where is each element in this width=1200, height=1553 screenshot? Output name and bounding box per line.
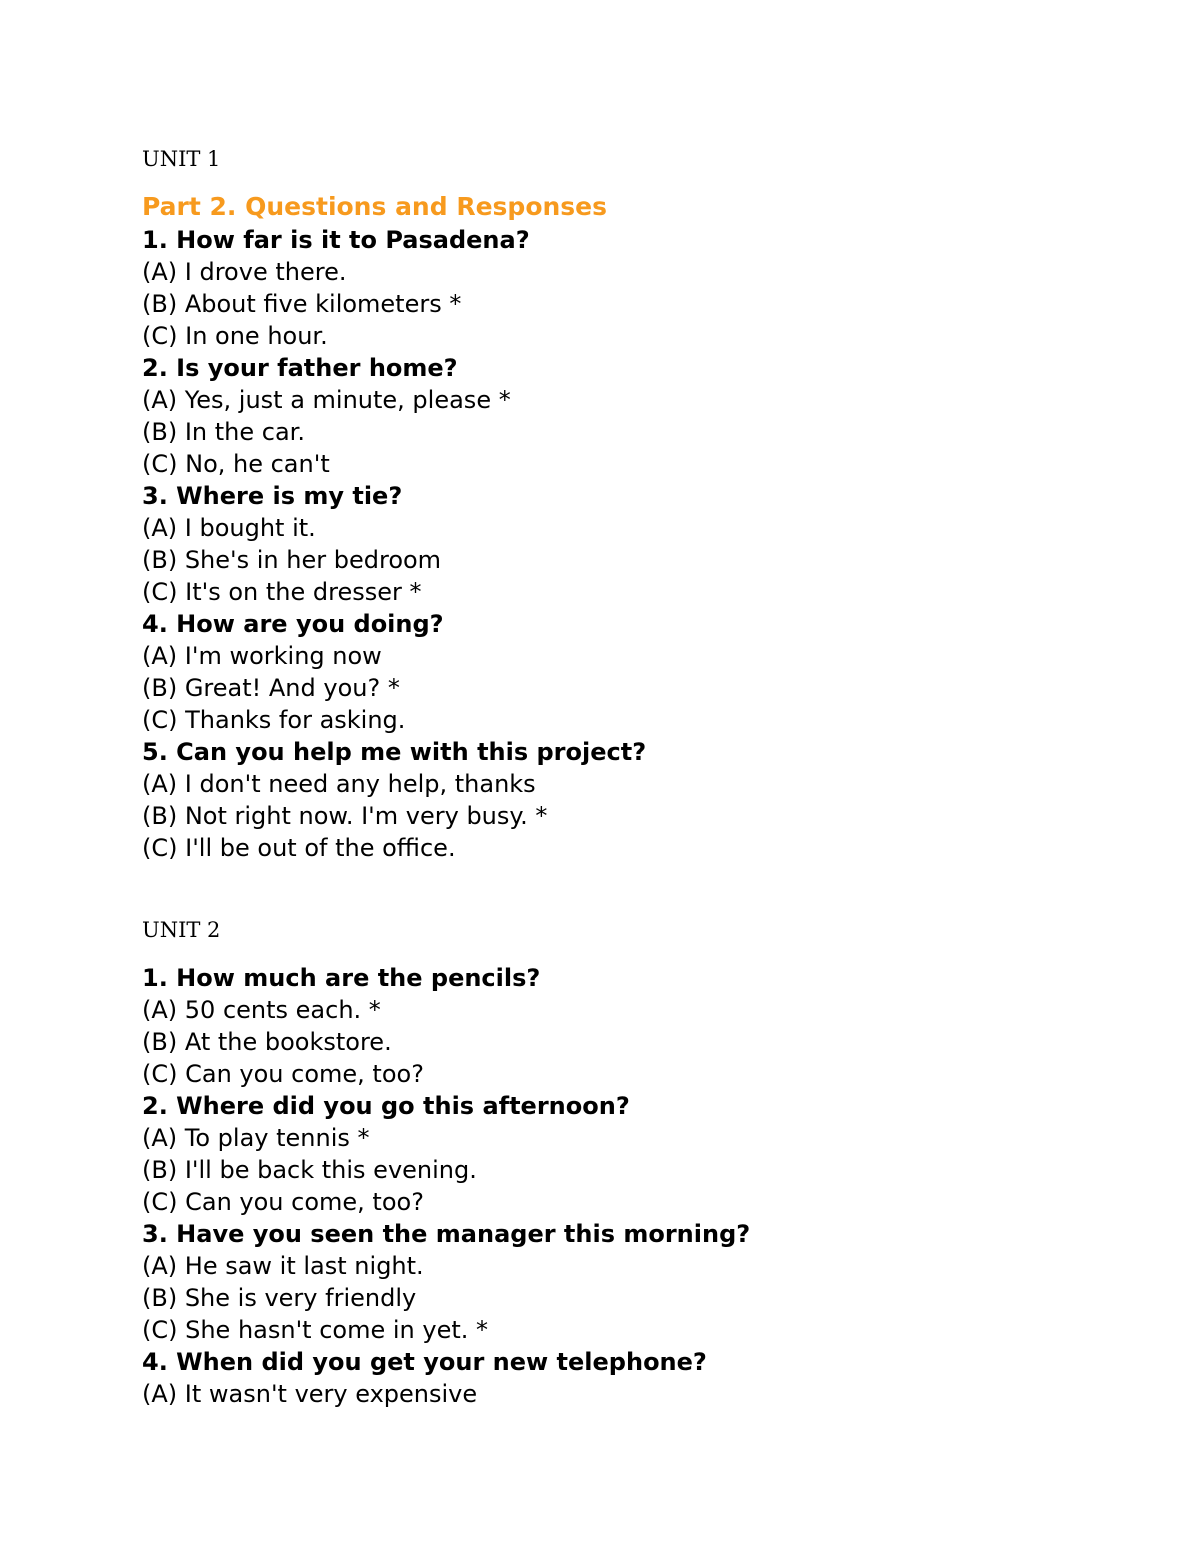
answer-option: (B) Great! And you? * (142, 674, 400, 702)
answer-option: (A) He saw it last night. (142, 1252, 424, 1280)
unit-2-title: UNIT 2 (142, 918, 221, 942)
question-heading: 2. Is your father home? (142, 354, 458, 382)
answer-option: (C) Can you come, too? (142, 1188, 424, 1216)
answer-option: (B) At the bookstore. (142, 1028, 392, 1056)
answer-option: (C) I'll be out of the office. (142, 834, 456, 862)
question-heading: 3. Have you seen the manager this morning? (142, 1220, 751, 1248)
answer-option: (C) Thanks for asking. (142, 706, 406, 734)
answer-option: (B) I'll be back this evening. (142, 1156, 477, 1184)
answer-option: (A) I don't need any help, thanks (142, 770, 536, 798)
question-heading: 5. Can you help me with this project? (142, 738, 647, 766)
question-heading: 1. How far is it to Pasadena? (142, 226, 530, 254)
question-heading: 4. How are you doing? (142, 610, 444, 638)
answer-option: (A) It wasn't very expensive (142, 1380, 478, 1408)
question-heading: 1. How much are the pencils? (142, 964, 541, 992)
answer-option: (B) In the car. (142, 418, 305, 446)
answer-option: (A) To play tennis * (142, 1124, 370, 1152)
answer-option: (A) Yes, just a minute, please * (142, 386, 511, 414)
question-heading: 2. Where did you go this afternoon? (142, 1092, 630, 1120)
answer-option: (A) I drove there. (142, 258, 347, 286)
question-heading: 4. When did you get your new telephone? (142, 1348, 707, 1376)
answer-option: (C) In one hour. (142, 322, 328, 350)
unit-1-title: UNIT 1 (142, 147, 221, 171)
answer-option: (C) No, he can't (142, 450, 330, 478)
answer-option: (C) Can you come, too? (142, 1060, 424, 1088)
unit-2-section (142, 962, 750, 1410)
unit-1-section (142, 190, 646, 864)
answer-option: (C) It's on the dresser * (142, 578, 422, 606)
answer-option: (B) She's in her bedroom (142, 546, 442, 574)
answer-option: (A) 50 cents each. * (142, 996, 381, 1024)
answer-option: (A) I bought it. (142, 514, 316, 542)
part-title: Part 2. Questions and Responses (142, 192, 608, 221)
answer-option: (C) She hasn't come in yet. * (142, 1316, 489, 1344)
answer-option: (A) I'm working now (142, 642, 382, 670)
answer-option: (B) Not right now. I'm very busy. * (142, 802, 548, 830)
answer-option: (B) About five kilometers * (142, 290, 462, 318)
answer-option: (B) She is very friendly (142, 1284, 417, 1312)
question-heading: 3. Where is my tie? (142, 482, 403, 510)
